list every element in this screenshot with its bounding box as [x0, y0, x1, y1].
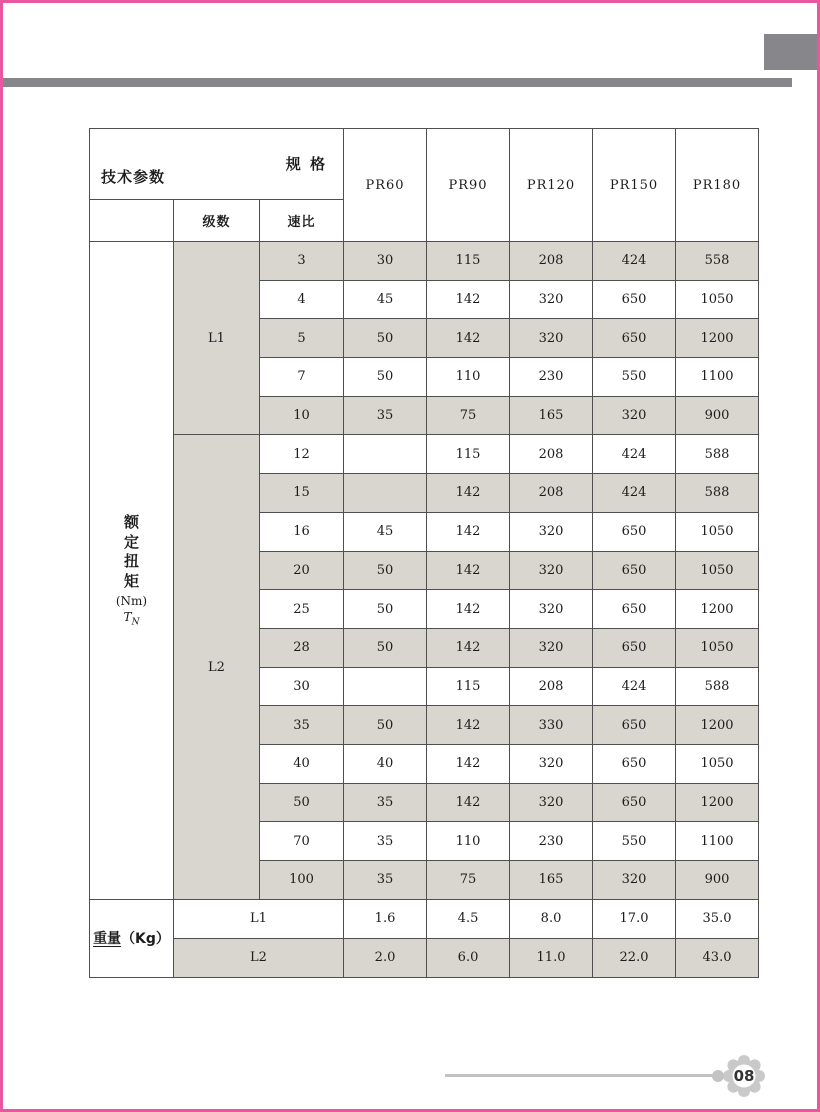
ratio-cell: 100 [260, 861, 344, 900]
ratio-cell: 70 [260, 822, 344, 861]
ratio-cell: 16 [260, 512, 344, 551]
torque-value: 900 [676, 861, 759, 900]
torque-value: 320 [510, 628, 593, 667]
torque-value: 650 [593, 512, 676, 551]
table-row [90, 899, 759, 938]
torque-value: 1200 [676, 590, 759, 629]
weight-stage-l2: L2 [174, 938, 344, 977]
torque-label-cell [90, 242, 174, 900]
ratio-cell: 50 [260, 783, 344, 822]
subheader-stage: 级数 [174, 200, 260, 242]
ratio-cell: 10 [260, 396, 344, 435]
torque-symbol: $T_N$ [123, 610, 140, 628]
ratio-cell: 5 [260, 319, 344, 358]
stage-l2-cell: L2 [174, 435, 260, 899]
torque-value: 650 [593, 280, 676, 319]
torque-value: 588 [676, 667, 759, 706]
torque-value: 320 [593, 861, 676, 900]
torque-value: 142 [427, 706, 510, 745]
torque-value: 558 [676, 242, 759, 281]
torque-value: 142 [427, 551, 510, 590]
torque-value: 35 [344, 396, 427, 435]
torque-value: 330 [510, 706, 593, 745]
torque-value: 50 [344, 628, 427, 667]
torque-value: 320 [510, 280, 593, 319]
torque-value: 50 [344, 319, 427, 358]
torque-value: 1100 [676, 358, 759, 397]
ratio-cell: 28 [260, 628, 344, 667]
table-row [90, 242, 759, 281]
table-row [90, 938, 759, 977]
torque-value: 230 [510, 358, 593, 397]
header-accent-square [764, 34, 817, 70]
torque-value: 142 [427, 628, 510, 667]
empty-corner-cell [90, 200, 174, 242]
torque-value: 115 [427, 435, 510, 474]
torque-value: 900 [676, 396, 759, 435]
torque-value: 142 [427, 280, 510, 319]
weight-value: 43.0 [676, 938, 759, 977]
torque-value: 650 [593, 319, 676, 358]
weight-value: 4.5 [427, 899, 510, 938]
torque-value: 650 [593, 551, 676, 590]
ratio-cell: 25 [260, 590, 344, 629]
ratio-cell: 15 [260, 474, 344, 513]
header-accent-bar [3, 78, 792, 87]
torque-value: 142 [427, 319, 510, 358]
corner-label-spec: 规 格 [285, 155, 328, 173]
torque-value: 1050 [676, 744, 759, 783]
torque-value: 75 [427, 861, 510, 900]
torque-value: 50 [344, 590, 427, 629]
torque-value: 165 [510, 396, 593, 435]
torque-value: 588 [676, 435, 759, 474]
torque-unit-label: (Nm) [115, 594, 148, 609]
torque-value: 115 [427, 242, 510, 281]
torque-value: 424 [593, 474, 676, 513]
ratio-cell: 4 [260, 280, 344, 319]
weight-value: 8.0 [510, 899, 593, 938]
ratio-cell: 30 [260, 667, 344, 706]
torque-value: 230 [510, 822, 593, 861]
ratio-cell: 40 [260, 744, 344, 783]
torque-value: 142 [427, 783, 510, 822]
torque-value: 320 [510, 551, 593, 590]
corner-label-params: 技术参数 [101, 168, 166, 186]
ratio-cell: 12 [260, 435, 344, 474]
torque-value: 208 [510, 474, 593, 513]
torque-value: 650 [593, 590, 676, 629]
torque-label-vertical: 额定扭矩 [123, 513, 139, 590]
torque-value: 320 [510, 783, 593, 822]
torque-value: 110 [427, 358, 510, 397]
torque-value [344, 435, 427, 474]
torque-value: 1050 [676, 551, 759, 590]
torque-value: 208 [510, 435, 593, 474]
weight-label-cell: 重量（Kg） [90, 899, 174, 977]
torque-value: 1200 [676, 783, 759, 822]
torque-value: 45 [344, 512, 427, 551]
torque-value: 142 [427, 590, 510, 629]
torque-value [344, 474, 427, 513]
torque-value: 1050 [676, 628, 759, 667]
torque-value: 35 [344, 861, 427, 900]
torque-value: 1050 [676, 512, 759, 551]
spec-table [89, 128, 759, 978]
column-header-pr90: PR90 [427, 129, 510, 242]
torque-value: 142 [427, 744, 510, 783]
column-header-pr180: PR180 [676, 129, 759, 242]
torque-value: 35 [344, 783, 427, 822]
page-number: 08 [733, 1067, 755, 1085]
table-row [90, 435, 759, 474]
stage-l1-cell: L1 [174, 242, 260, 435]
torque-value: 320 [593, 396, 676, 435]
subheader-ratio: 速比 [260, 200, 344, 242]
torque-value: 650 [593, 628, 676, 667]
torque-value: 50 [344, 551, 427, 590]
torque-value: 424 [593, 242, 676, 281]
torque-value: 650 [593, 744, 676, 783]
torque-value: 165 [510, 861, 593, 900]
torque-value: 320 [510, 590, 593, 629]
torque-value: 50 [344, 358, 427, 397]
weight-value: 11.0 [510, 938, 593, 977]
weight-value: 22.0 [593, 938, 676, 977]
torque-value: 142 [427, 474, 510, 513]
table-corner-cell [90, 129, 344, 200]
torque-value: 208 [510, 242, 593, 281]
weight-value: 1.6 [344, 899, 427, 938]
ratio-cell: 20 [260, 551, 344, 590]
weight-value: 6.0 [427, 938, 510, 977]
torque-value: 142 [427, 512, 510, 551]
torque-value: 650 [593, 783, 676, 822]
torque-value: 650 [593, 706, 676, 745]
torque-value: 550 [593, 822, 676, 861]
ratio-cell: 35 [260, 706, 344, 745]
torque-value: 320 [510, 512, 593, 551]
torque-value: 550 [593, 358, 676, 397]
weight-stage-l1: L1 [174, 899, 344, 938]
ratio-cell: 7 [260, 358, 344, 397]
ratio-cell: 3 [260, 242, 344, 281]
torque-value: 45 [344, 280, 427, 319]
column-header-pr150: PR150 [593, 129, 676, 242]
column-header-pr60: PR60 [344, 129, 427, 242]
torque-value: 1050 [676, 280, 759, 319]
torque-value: 320 [510, 319, 593, 358]
weight-value: 17.0 [593, 899, 676, 938]
torque-value: 588 [676, 474, 759, 513]
torque-value: 424 [593, 667, 676, 706]
gear-icon [718, 1050, 770, 1102]
weight-value: 2.0 [344, 938, 427, 977]
column-header-pr120: PR120 [510, 129, 593, 242]
torque-value: 50 [344, 706, 427, 745]
torque-value: 115 [427, 667, 510, 706]
torque-value: 1200 [676, 706, 759, 745]
torque-value: 320 [510, 744, 593, 783]
torque-value: 75 [427, 396, 510, 435]
torque-value: 1200 [676, 319, 759, 358]
torque-value: 40 [344, 744, 427, 783]
weight-value: 35.0 [676, 899, 759, 938]
torque-value: 30 [344, 242, 427, 281]
torque-value: 110 [427, 822, 510, 861]
torque-value: 35 [344, 822, 427, 861]
torque-value: 424 [593, 435, 676, 474]
torque-value: 208 [510, 667, 593, 706]
torque-value: 1100 [676, 822, 759, 861]
footer-rule [445, 1074, 716, 1077]
torque-value [344, 667, 427, 706]
